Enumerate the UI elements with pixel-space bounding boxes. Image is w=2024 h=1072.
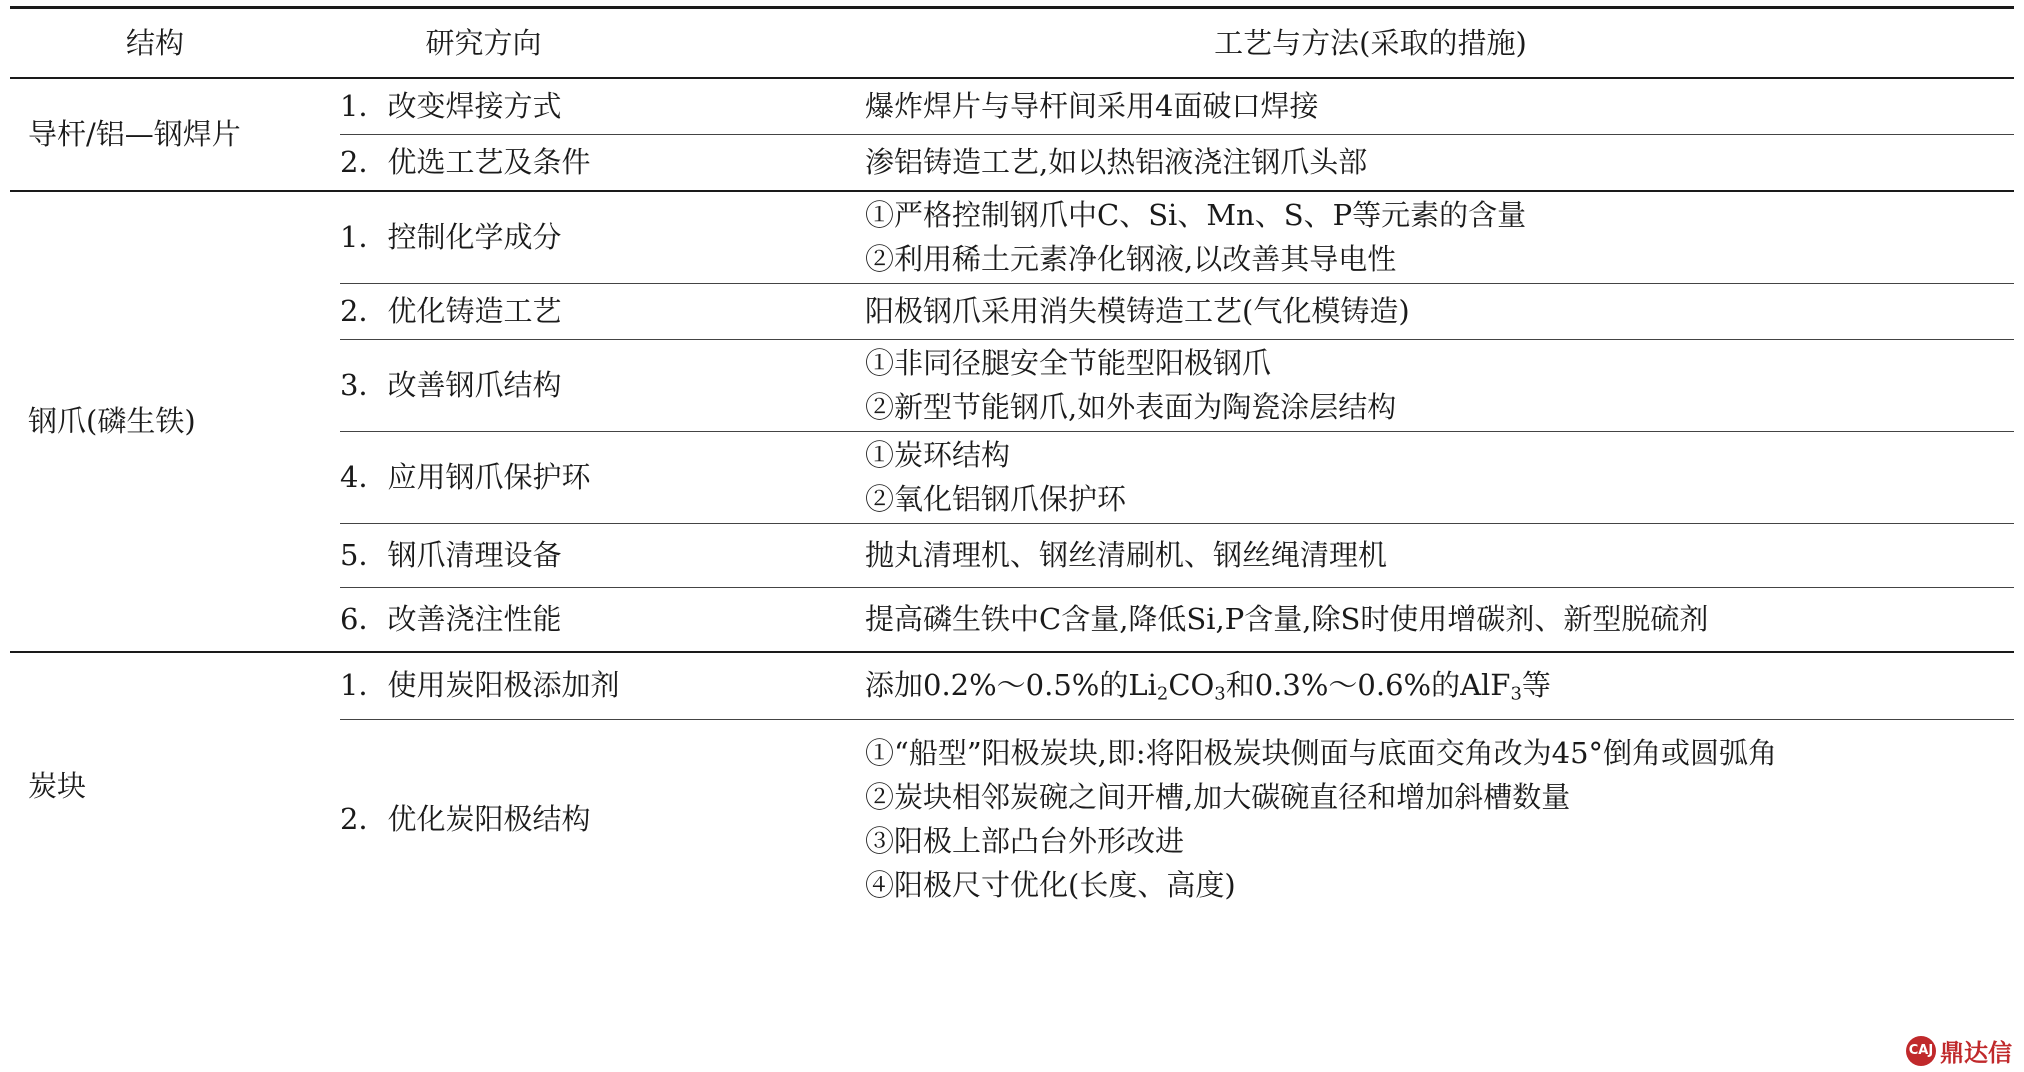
method-line: 抛丸清理机、钢丝清刷机、钢丝绳清理机 [865, 537, 1388, 572]
watermark-text: 鼎达信 [1940, 1039, 2012, 1067]
direction-cell: 1．控制化学成分 [340, 191, 827, 283]
method-line: ①严格控制钢爪中C、Si、Mn、S、P等元素的含量 [865, 198, 1527, 233]
method-cell [827, 191, 2014, 283]
formula-part: 等 [1521, 668, 1551, 703]
header-structure: 结构 [10, 8, 340, 79]
formula-subscript: 3 [1510, 683, 1522, 705]
method-cell [827, 523, 2014, 587]
method-cell [827, 283, 2014, 339]
method-cell [827, 339, 2014, 431]
group-steel-claw [10, 191, 2014, 652]
direction-cell: 2．优选工艺及条件 [340, 145, 591, 179]
group-rod-weld [10, 78, 2014, 191]
watermark [1906, 1033, 2012, 1068]
method-line: ②炭块相邻炭碗之间开槽,加大碳碗直径和增加斜槽数量 [865, 780, 1571, 815]
formula-part: CO [1168, 668, 1215, 703]
direction-cell: 2．优化铸造工艺 [340, 283, 827, 339]
method-line: 渗铝铸造工艺,如以热铝液浇注钢爪头部 [865, 145, 1368, 179]
method-line: ②新型节能钢爪,如外表面为陶瓷涂层结构 [865, 390, 1397, 424]
structure-cell: 炭块 [10, 652, 340, 919]
measures-table [10, 6, 2014, 919]
table-row [10, 652, 2014, 719]
method-line: ④阳极尺寸优化(长度、高度) [865, 868, 1236, 903]
method-line: 阳极钢爪采用消失模铸造工艺(气化模铸造) [865, 293, 1410, 328]
method-cell [827, 431, 2014, 523]
method-line: ③阳极上部凸台外形改进 [865, 824, 1185, 859]
formula-part: 和0.3%～0.6%的AlF [1225, 668, 1511, 703]
method-cell [827, 652, 2014, 719]
header-direction: 研究方向 [340, 8, 827, 79]
method-line: 提高磷生铁中C含量,降低Si,P含量,除S时使用增碳剂、新型脱硫剂 [865, 601, 1709, 636]
direction-cell: 4．应用钢爪保护环 [340, 431, 827, 523]
watermark-logo-icon: CAJ [1906, 1036, 1936, 1066]
table-row [10, 78, 2014, 135]
direction-cell: 1．使用炭阳极添加剂 [340, 652, 827, 719]
direction-cell: 3．改善钢爪结构 [340, 339, 827, 431]
method-line-formula [865, 658, 2014, 713]
direction-cell: 1．改变焊接方式 [340, 78, 827, 135]
structure-cell: 钢爪(磷生铁) [10, 191, 340, 652]
table-row [10, 191, 2014, 283]
formula-part: 添加0.2%～0.5%的Li [865, 668, 1157, 703]
formula-subscript: 3 [1214, 683, 1226, 705]
method-line: ①“船型”阳极炭块,即:将阳极炭块侧面与底面交角改为45°倒角或圆弧角 [865, 736, 1778, 771]
header-method: 工艺与方法(采取的措施) [827, 8, 2014, 79]
structure-cell: 导杆/铝—钢焊片 [28, 117, 241, 151]
document-page [10, 6, 2014, 1066]
direction-cell: 2．优化炭阳极结构 [340, 801, 591, 836]
method-cell [827, 78, 2014, 135]
method-line: ②氧化铝钢爪保护环 [865, 482, 1127, 516]
method-line: ②利用稀土元素净化钢液,以改善其导电性 [865, 242, 1397, 277]
method-cell [827, 135, 2014, 192]
direction-cell: 5．钢爪清理设备 [340, 523, 827, 587]
group-carbon-block [10, 652, 2014, 919]
table-header-row [10, 8, 2014, 79]
method-line: 爆炸焊片与导杆间采用4面破口焊接 [865, 89, 1319, 123]
method-cell [827, 719, 2014, 919]
formula-subscript: 2 [1156, 683, 1169, 705]
method-line: ①非同径腿安全节能型阳极钢爪 [865, 346, 1272, 380]
method-cell [827, 587, 2014, 652]
direction-cell: 6．改善浇注性能 [340, 601, 562, 636]
method-line: ①炭环结构 [865, 438, 1011, 472]
